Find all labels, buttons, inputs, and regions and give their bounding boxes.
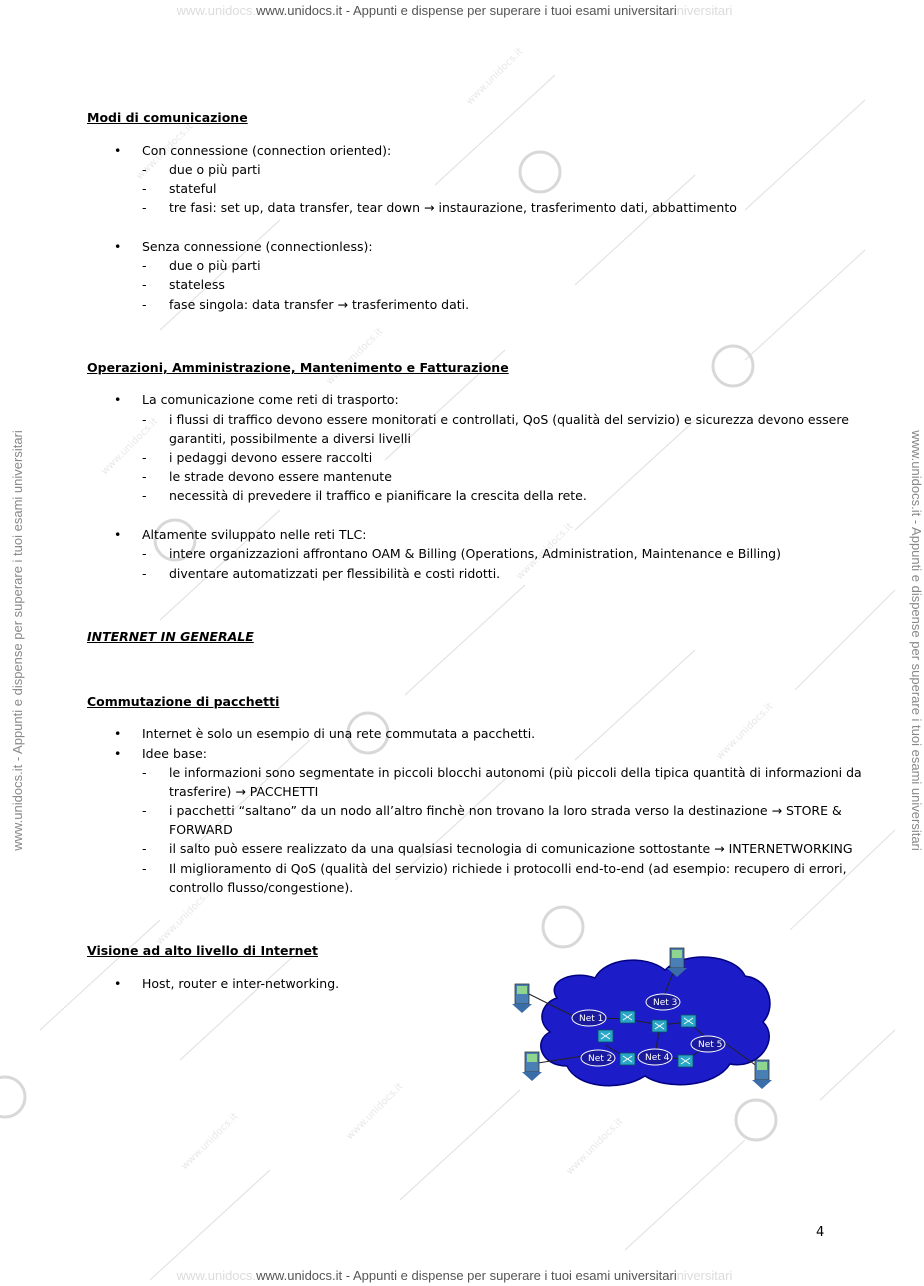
net-label: Net 2 <box>588 1054 613 1064</box>
host-icon <box>512 984 532 1013</box>
heading-visione: Visione ad alto livello di Internet <box>87 943 318 958</box>
host-icon <box>522 1052 542 1081</box>
heading-internet: INTERNET IN GENERALE <box>87 629 254 644</box>
heading-oamb: Operazioni, Amministrazione, Mantenimento e Fatturazione <box>87 360 509 375</box>
list-item: - necessità di prevedere il traffico e pianificare la crescita della rete. <box>169 488 587 503</box>
list-item: - le informazioni sono segmentate in piccoli blocchi autonomi (più piccoli della tipica quantità di informazioni da <box>169 765 862 780</box>
list-item: - il salto può essere realizzato da una qualsiasi tecnologia di comunicazione sottostante → INTERNETWORKING <box>169 841 853 856</box>
internet-diagram <box>505 940 785 1095</box>
list-item-continuation: garantiti, possibilmente a diversi livelli <box>169 431 412 446</box>
svg-text:www.unidocs.it: www.unidocs.it <box>514 521 576 583</box>
bullet-connectionless: • Senza connessione (connectionless): <box>142 239 373 254</box>
bullet-idee-base: • Idee base: <box>142 746 207 761</box>
svg-text:www.unidocs.it: www.unidocs.it <box>179 1111 241 1173</box>
bullet-reti-trasporto: • La comunicazione come reti di trasporto: <box>142 392 399 407</box>
svg-text:www.unidocs.it: www.unidocs.it <box>344 1081 406 1143</box>
bullet-connection-oriented: • Con connessione (connection oriented): <box>142 143 391 158</box>
heading-commutazione: Commutazione di pacchetti <box>87 694 280 709</box>
host-icon <box>752 1060 772 1089</box>
list-item: - i pedaggi devono essere raccolti <box>169 450 372 465</box>
list-item: - diventare automatizzati per flessibilità e costi ridotti. <box>169 566 500 581</box>
list-item: - intere organizzazioni affrontano OAM & Billing (Operations, Administration, Maintenance e Billing) <box>169 546 781 561</box>
svg-text:www.unidocs.it: www.unidocs.it <box>464 46 526 108</box>
net-label: Net 3 <box>653 998 678 1008</box>
list-item: - tre fasi: set up, data transfer, tear down → instaurazione, trasferimento dati, abbattimento <box>169 200 737 215</box>
bullet-host-router: • Host, router e inter-networking. <box>142 976 339 991</box>
net-label: Net 1 <box>579 1014 604 1024</box>
list-item: - i flussi di traffico devono essere monitorati e controllati, QoS (qualità del servizio) e sicurezza devono essere <box>169 412 849 427</box>
list-item: - stateful <box>169 181 216 196</box>
list-item-continuation: controllo flusso/congestione). <box>169 880 354 895</box>
svg-text:www.unidocs.it: www.unidocs.it <box>324 326 386 388</box>
watermark-left: www.unidocs.it - Appunti e dispense per superare i tuoi esami universitari <box>9 430 25 851</box>
list-item: - i pacchetti “saltano” da un nodo all’altro finchè non trovano la loro strada verso la destinazione → STORE & <box>169 803 842 818</box>
list-item: - due o più parti <box>169 162 261 177</box>
net-label: Net 5 <box>698 1040 723 1050</box>
bullet-internet-esempio: • Internet è solo un esempio di una rete commutata a pacchetti. <box>142 726 535 741</box>
page-number: 4 <box>816 1225 825 1240</box>
list-item-continuation: FORWARD <box>169 822 233 837</box>
list-item: - le strade devono essere mantenute <box>169 469 392 484</box>
list-item: - fase singola: data transfer → trasferimento dati. <box>169 297 469 312</box>
svg-text:www.unidocs.it: www.unidocs.it <box>154 886 216 948</box>
heading-modi: Modi di comunicazione <box>87 110 248 125</box>
svg-text:www.unidocs.it: www.unidocs.it <box>99 416 161 478</box>
list-item: - stateless <box>169 277 225 292</box>
list-item: - due o più parti <box>169 258 261 273</box>
watermark-footer[interactable]: www.unidocs.www.unidocs.it - Appunti e dispense per superare i tuoi esami universitariniversitari <box>176 1268 733 1283</box>
svg-text:www.unidocs.it: www.unidocs.it <box>714 701 776 763</box>
list-item: - Il miglioramento di QoS (qualità del servizio) richiede i protocolli end-to-end (ad esempio: recupero di errori, <box>169 861 847 876</box>
watermark-right: www.unidocs.it - Appunti e dispense per superare i tuoi esami universitari <box>908 430 924 851</box>
list-item-continuation: trasferire) → PACCHETTI <box>169 784 319 799</box>
watermark-header[interactable]: www.unidocs.www.unidocs.it - Appunti e dispense per superare i tuoi esami universitariniversitari <box>176 3 733 18</box>
svg-text:www.unidocs.it: www.unidocs.it <box>134 121 196 183</box>
bullet-reti-tlc: • Altamente sviluppato nelle reti TLC: <box>142 527 366 542</box>
net-label: Net 4 <box>645 1053 670 1063</box>
svg-text:www.unidocs.it: www.unidocs.it <box>564 1116 626 1178</box>
